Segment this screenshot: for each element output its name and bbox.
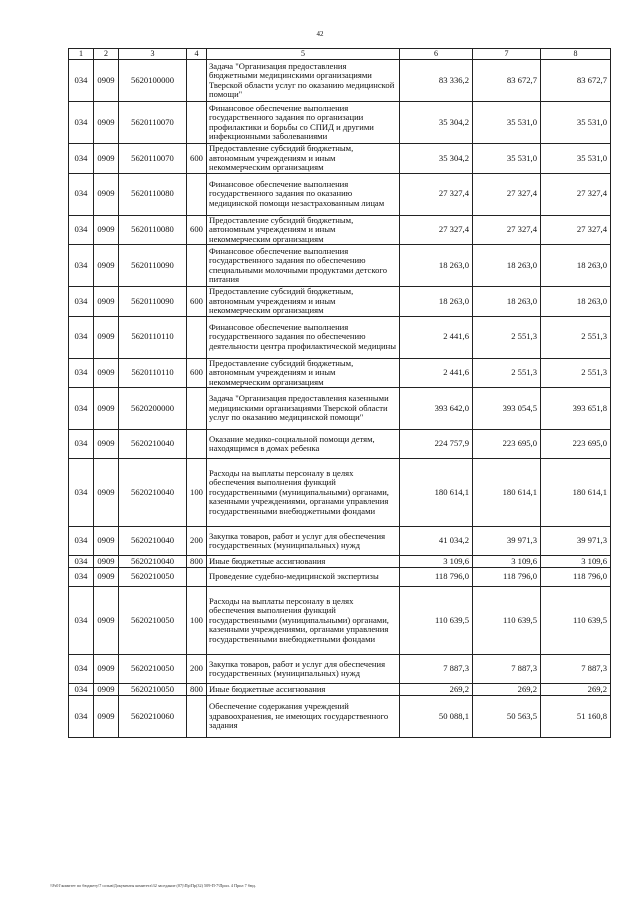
amount-col8: 35 531,0 <box>541 102 611 144</box>
code-target: 5620110080 <box>119 173 187 215</box>
table-row <box>69 287 611 317</box>
table-row <box>69 587 611 655</box>
amount-col8: 39 971,3 <box>541 527 611 556</box>
table-body <box>69 60 611 738</box>
table-row <box>69 316 611 358</box>
code-expense-type: 600 <box>187 287 207 317</box>
amount-col6: 41 034,2 <box>400 527 473 556</box>
code-expense-type: 600 <box>187 215 207 245</box>
code-target: 5620210050 <box>119 568 187 587</box>
item-name: Предоставление субсидий бюджетным, автономным учреждениям и иным некоммерческим организациям <box>207 215 400 245</box>
amount-col8: 118 796,0 <box>541 568 611 587</box>
amount-col7: 27 327,4 <box>473 215 541 245</box>
code-expense-type: 200 <box>187 655 207 684</box>
amount-col8: 223 695,0 <box>541 430 611 459</box>
amount-col6: 35 304,2 <box>400 144 473 174</box>
code-admin: 034 <box>69 144 94 174</box>
item-name: Расходы на выплаты персоналу в целях обеспечения выполнения функций государственными (муниципальными) органами, казенными учреждениями, органами управления государственными внебюджетными фондами <box>207 459 400 527</box>
item-name: Расходы на выплаты персоналу в целях обеспечения выполнения функций государственными (муниципальными) органами, казенными учреждениями, органами управления государственными внебюджетными фондами <box>207 587 400 655</box>
budget-table <box>68 48 611 738</box>
amount-col6: 118 796,0 <box>400 568 473 587</box>
amount-col6: 180 614,1 <box>400 459 473 527</box>
header-cell: 6 <box>400 49 473 60</box>
code-admin: 034 <box>69 568 94 587</box>
table-row <box>69 215 611 245</box>
amount-col7: 83 672,7 <box>473 60 541 102</box>
item-name: Предоставление субсидий бюджетным, автономным учреждениям и иным некоммерческим организациям <box>207 358 400 388</box>
code-section: 0909 <box>94 655 119 684</box>
code-target: 5620210050 <box>119 655 187 684</box>
item-name: Финансовое обеспечение выполнения государственного задания по обеспечению специальными молочными продуктами детского питания <box>207 245 400 287</box>
code-section: 0909 <box>94 684 119 696</box>
amount-col6: 2 441,6 <box>400 316 473 358</box>
code-admin: 034 <box>69 587 94 655</box>
amount-col6: 269,2 <box>400 684 473 696</box>
code-target: 5620210060 <box>119 696 187 738</box>
amount-col7: 27 327,4 <box>473 173 541 215</box>
table-row <box>69 430 611 459</box>
amount-col6: 18 263,0 <box>400 245 473 287</box>
amount-col8: 3 109,6 <box>541 556 611 568</box>
code-section: 0909 <box>94 696 119 738</box>
amount-col8: 51 160,8 <box>541 696 611 738</box>
table-row <box>69 60 611 102</box>
item-name: Закупка товаров, работ и услуг для обеспечения государственных (муниципальных) нужд <box>207 527 400 556</box>
code-admin: 034 <box>69 655 94 684</box>
code-target: 5620110110 <box>119 358 187 388</box>
code-section: 0909 <box>94 60 119 102</box>
code-admin: 034 <box>69 173 94 215</box>
table-row <box>69 527 611 556</box>
amount-col6: 110 639,5 <box>400 587 473 655</box>
code-target: 5620200000 <box>119 388 187 430</box>
code-target: 5620210040 <box>119 430 187 459</box>
code-expense-type <box>187 696 207 738</box>
header-row <box>69 49 611 60</box>
code-target: 5620210040 <box>119 556 187 568</box>
code-section: 0909 <box>94 556 119 568</box>
amount-col7: 50 563,5 <box>473 696 541 738</box>
amount-col7: 3 109,6 <box>473 556 541 568</box>
amount-col7: 180 614,1 <box>473 459 541 527</box>
amount-col8: 2 551,3 <box>541 316 611 358</box>
amount-col8: 18 263,0 <box>541 287 611 317</box>
code-admin: 034 <box>69 684 94 696</box>
code-admin: 034 <box>69 215 94 245</box>
code-section: 0909 <box>94 316 119 358</box>
code-admin: 034 <box>69 102 94 144</box>
amount-col7: 39 971,3 <box>473 527 541 556</box>
item-name: Иные бюджетные ассигнования <box>207 684 400 696</box>
code-expense-type: 600 <box>187 358 207 388</box>
item-name: Закупка товаров, работ и услуг для обеспечения государственных (муниципальных) нужд <box>207 655 400 684</box>
amount-col7: 393 054,5 <box>473 388 541 430</box>
header-cell: 2 <box>94 49 119 60</box>
table-row <box>69 556 611 568</box>
code-admin: 034 <box>69 60 94 102</box>
code-admin: 034 <box>69 430 94 459</box>
amount-col6: 224 757,9 <box>400 430 473 459</box>
code-target: 5620110070 <box>119 144 187 174</box>
amount-col8: 18 263,0 <box>541 245 611 287</box>
code-admin: 034 <box>69 388 94 430</box>
amount-col8: 393 651,8 <box>541 388 611 430</box>
header-cell: 5 <box>207 49 400 60</box>
code-expense-type: 600 <box>187 144 207 174</box>
amount-col8: 7 887,3 <box>541 655 611 684</box>
amount-col7: 18 263,0 <box>473 287 541 317</box>
code-expense-type <box>187 388 207 430</box>
code-section: 0909 <box>94 430 119 459</box>
code-section: 0909 <box>94 287 119 317</box>
amount-col7: 2 551,3 <box>473 358 541 388</box>
code-expense-type: 800 <box>187 684 207 696</box>
item-name: Оказание медико-социальной помощи детям, находящимся в домах ребенка <box>207 430 400 459</box>
amount-col8: 27 327,4 <box>541 173 611 215</box>
amount-col6: 27 327,4 <box>400 173 473 215</box>
code-admin: 034 <box>69 358 94 388</box>
amount-col7: 2 551,3 <box>473 316 541 358</box>
amount-col8: 180 614,1 <box>541 459 611 527</box>
table-row <box>69 696 611 738</box>
item-name: Предоставление субсидий бюджетным, автономным учреждениям и иным некоммерческим организациям <box>207 287 400 317</box>
code-target: 5620210050 <box>119 587 187 655</box>
item-name: Проведение судебно-медицинской экспертизы <box>207 568 400 587</box>
amount-col6: 35 304,2 <box>400 102 473 144</box>
item-name: Финансовое обеспечение выполнения государственного задания по обеспечению деятельности центра профилактической медицины <box>207 316 400 358</box>
code-target: 5620210040 <box>119 459 187 527</box>
code-section: 0909 <box>94 358 119 388</box>
amount-col6: 2 441,6 <box>400 358 473 388</box>
code-expense-type <box>187 60 207 102</box>
header-cell: 7 <box>473 49 541 60</box>
header-cell: 3 <box>119 49 187 60</box>
table-row <box>69 684 611 696</box>
code-section: 0909 <box>94 568 119 587</box>
code-admin: 034 <box>69 556 94 568</box>
code-target: 5620100000 <box>119 60 187 102</box>
table-row <box>69 358 611 388</box>
amount-col8: 269,2 <box>541 684 611 696</box>
amount-col8: 110 639,5 <box>541 587 611 655</box>
amount-col7: 35 531,0 <box>473 102 541 144</box>
item-name: Предоставление субсидий бюджетным, автономным учреждениям и иным некоммерческим организациям <box>207 144 400 174</box>
code-section: 0909 <box>94 173 119 215</box>
code-target: 5620110090 <box>119 287 187 317</box>
amount-col7: 18 263,0 <box>473 245 541 287</box>
amount-col7: 118 796,0 <box>473 568 541 587</box>
amount-col6: 27 327,4 <box>400 215 473 245</box>
amount-col6: 18 263,0 <box>400 287 473 317</box>
code-target: 5620110090 <box>119 245 187 287</box>
table-row <box>69 102 611 144</box>
code-target: 5620110110 <box>119 316 187 358</box>
code-expense-type: 100 <box>187 459 207 527</box>
code-section: 0909 <box>94 527 119 556</box>
code-expense-type <box>187 430 207 459</box>
code-expense-type <box>187 173 207 215</box>
code-expense-type <box>187 245 207 287</box>
code-admin: 034 <box>69 527 94 556</box>
code-section: 0909 <box>94 215 119 245</box>
code-admin: 034 <box>69 287 94 317</box>
code-admin: 034 <box>69 245 94 287</box>
header-cell: 1 <box>69 49 94 60</box>
item-name: Обеспечение содержания учреждений здравоохранения, не имеющих государственного задания <box>207 696 400 738</box>
code-section: 0909 <box>94 102 119 144</box>
table-row <box>69 173 611 215</box>
code-expense-type: 100 <box>187 587 207 655</box>
amount-col7: 269,2 <box>473 684 541 696</box>
table-row <box>69 245 611 287</box>
page-number: 42 <box>316 30 324 38</box>
code-target: 5620110070 <box>119 102 187 144</box>
header-cell: 4 <box>187 49 207 60</box>
code-section: 0909 <box>94 144 119 174</box>
code-expense-type <box>187 316 207 358</box>
amount-col7: 35 531,0 <box>473 144 541 174</box>
code-section: 0909 <box>94 587 119 655</box>
code-section: 0909 <box>94 459 119 527</box>
table-row <box>69 144 611 174</box>
amount-col7: 110 639,5 <box>473 587 541 655</box>
amount-col7: 223 695,0 <box>473 430 541 459</box>
code-section: 0909 <box>94 245 119 287</box>
item-name: Финансовое обеспечение выполнения государственного задания по оказанию медицинской помощи незастрахованным лицам <box>207 173 400 215</box>
code-expense-type <box>187 102 207 144</box>
code-target: 5620210050 <box>119 684 187 696</box>
code-admin: 034 <box>69 316 94 358</box>
amount-col8: 35 531,0 <box>541 144 611 174</box>
code-expense-type: 800 <box>187 556 207 568</box>
item-name: Задача "Организация предоставления казенными медицинскими организациями Тверской области услуг по оказанию медицинской помощи" <box>207 388 400 430</box>
amount-col6: 393 642,0 <box>400 388 473 430</box>
table-row <box>69 459 611 527</box>
amount-col6: 7 887,3 <box>400 655 473 684</box>
table-row <box>69 655 611 684</box>
table-row <box>69 388 611 430</box>
code-expense-type: 200 <box>187 527 207 556</box>
amount-col6: 3 109,6 <box>400 556 473 568</box>
amount-col8: 27 327,4 <box>541 215 611 245</box>
amount-col7: 7 887,3 <box>473 655 541 684</box>
header-cell: 8 <box>541 49 611 60</box>
item-name: Финансовое обеспечение выполнения государственного задания по организации профилактики и борьбы со СПИД и другими инфекционными заболеваниями <box>207 102 400 144</box>
code-admin: 034 <box>69 459 94 527</box>
amount-col8: 2 551,3 <box>541 358 611 388</box>
code-admin: 034 <box>69 696 94 738</box>
amount-col6: 83 336,2 <box>400 60 473 102</box>
code-target: 5620110080 <box>119 215 187 245</box>
code-target: 5620210040 <box>119 527 187 556</box>
amount-col8: 83 672,7 <box>541 60 611 102</box>
item-name: Задача "Организация предоставления бюджетными медицинскими организациями Тверской области услуг по оказанию медицинской помощи" <box>207 60 400 102</box>
code-section: 0909 <box>94 388 119 430</box>
amount-col6: 50 088,1 <box>400 696 473 738</box>
code-expense-type <box>187 568 207 587</box>
table-row <box>69 568 611 587</box>
item-name: Иные бюджетные ассигнования <box>207 556 400 568</box>
file-path-footer: \\Fs01\комитет по бюджету\7 созыв\Документы комитета\32 заседание (07)\Пр\Пр(32) 509-П-7\Прил. 4 Прил 7 бюд. <box>50 883 256 888</box>
